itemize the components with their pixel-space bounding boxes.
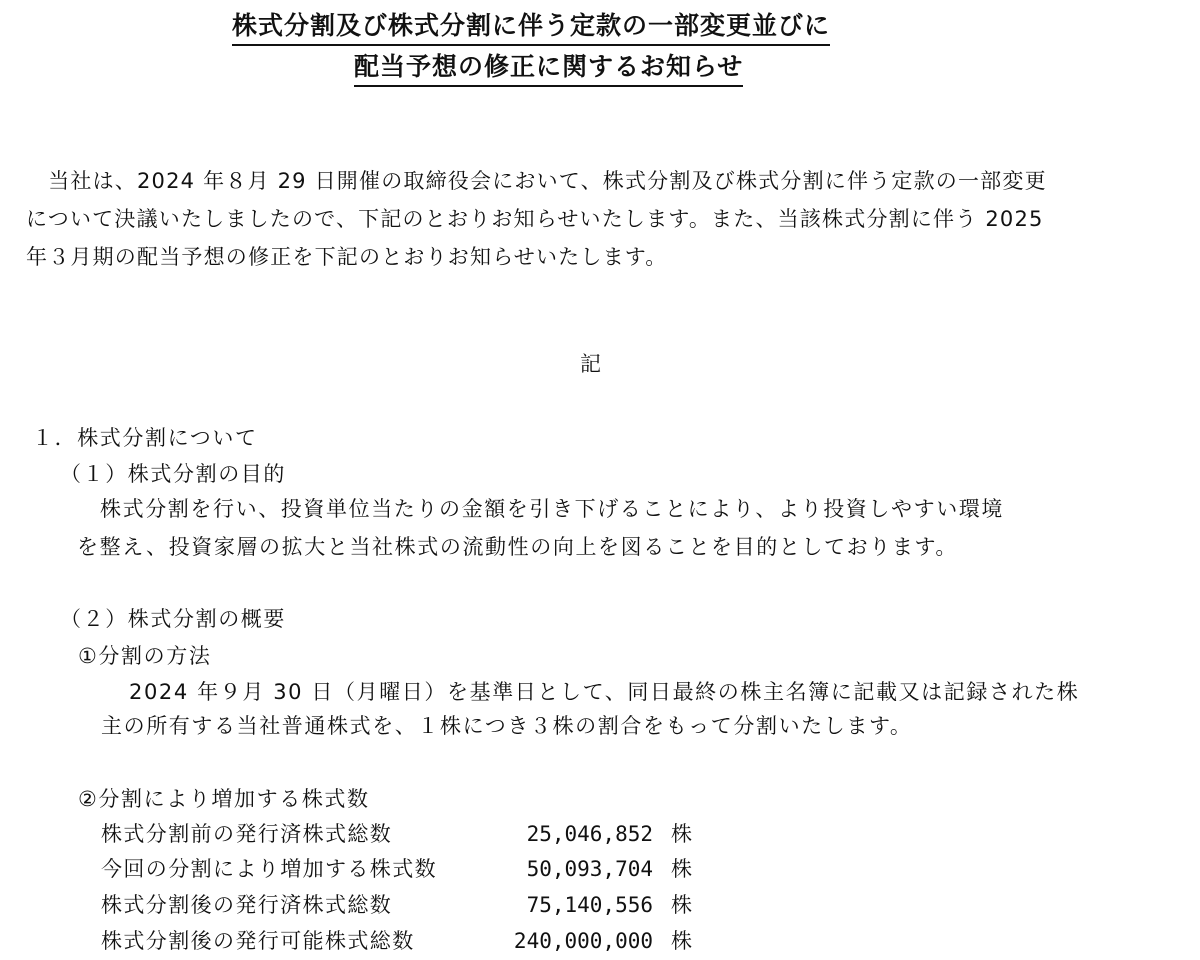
share-count-unit: 株: [671, 822, 692, 846]
method-body-line: 主の所有する当社普通株式を、１株につき３株の割合をもって分割いたします。: [101, 714, 913, 738]
share-count-row: [101, 931, 701, 957]
intro-line: 年３月期の配当予想の修正を下記のとおりお知らせいたします。: [26, 245, 668, 269]
share-count-value: 240,000,000: [513, 929, 653, 953]
share-count-label: 株式分割後の発行可能株式総数: [101, 929, 415, 953]
section-1-heading: １．株式分割について: [32, 426, 258, 450]
method-body-line: 2024 年９月 30 日（月曜日）を基準日として、同日最終の株主名簿に記載又は記録された株: [129, 680, 1080, 704]
share-count-value: 50,093,704: [526, 857, 653, 881]
share-count-unit: 株: [671, 893, 692, 917]
overview-heading: （２）株式分割の概要: [60, 607, 286, 631]
share-count-unit: 株: [671, 929, 692, 953]
ki-heading: 記: [580, 352, 603, 376]
share-count-label: 株式分割後の発行済株式総数: [101, 893, 393, 917]
share-count-label: 株式分割前の発行済株式総数: [101, 822, 393, 846]
purpose-body-line: 株式分割を行い、投資単位当たりの金額を引き下げることにより、より投資しやすい環境: [100, 497, 1004, 521]
intro-line: 当社は、2024 年８月 29 日開催の取締役会において、株式分割及び株式分割に伴う定款の一部変更: [26, 169, 1047, 193]
share-count-value: 75,140,556: [526, 893, 653, 917]
document-title-line-2: 配当予想の修正に関するお知らせ: [354, 54, 743, 87]
share-count-unit: 株: [671, 857, 692, 881]
share-count-value: 25,046,852: [526, 822, 653, 846]
share-count-label: 今回の分割により増加する株式数: [101, 857, 437, 881]
share-count-row: [101, 895, 701, 921]
intro-paragraph: [26, 171, 1176, 285]
increase-heading: ②分割により増加する株式数: [78, 787, 370, 811]
intro-line: について決議いたしましたので、下記のとおりお知らせいたします。また、当該株式分割に伴う 2025: [26, 207, 1044, 231]
share-count-row: [101, 859, 701, 885]
share-count-row: [101, 824, 701, 850]
purpose-heading: （１）株式分割の目的: [60, 462, 286, 486]
purpose-body-line: を整え、投資家層の拡大と当社株式の流動性の向上を図ることを目的としております。: [77, 535, 958, 559]
method-heading: ①分割の方法: [78, 644, 212, 668]
document-title-line-1: 株式分割及び株式分割に伴う定款の一部変更並びに: [232, 13, 830, 46]
